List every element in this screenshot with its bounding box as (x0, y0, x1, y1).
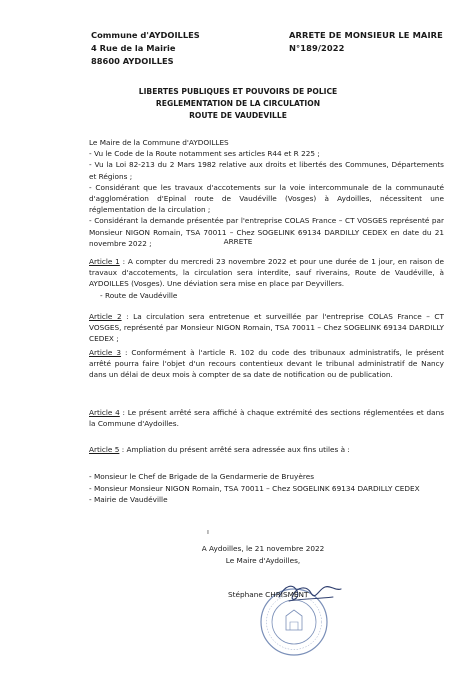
stray-mark: ı (207, 528, 209, 536)
arrete-number: N°189/2022 (289, 43, 345, 53)
arrete-reference (289, 29, 443, 55)
signatory-role: Le Maire d'Aydoilles, (225, 555, 301, 565)
commune-street: 4 Rue de la Mairie (91, 43, 176, 53)
recipients-list (89, 471, 444, 506)
preamble-vu-code: - Vu le Code de la Route notamment ses articles R44 et R 225 ; (89, 149, 320, 159)
article-4-label: Article 4 (89, 408, 120, 417)
article-5-text: : Ampliation du présent arrêté sera adressée aux fins utiles à : (119, 445, 350, 454)
signature-block (193, 543, 333, 566)
commune-address (91, 29, 200, 68)
document-title (0, 86, 476, 122)
preamble-considerant-demande: - Considérant la demande présentée par l'entreprise COLAS France – CT VOSGES représenté par Monsieur NIGON Romain, TSA 70011 – Chez SOGELINK 69134 DARDILLY CEDEX en date du 21 novembre 2022 ; (89, 216, 444, 248)
article-2 (89, 311, 444, 345)
preamble-vu-loi: - Vu la Loi 82-213 du 2 Mars 1982 relative aux droits et libertés des Communes, Départements et Régions ; (89, 160, 444, 181)
title-line-1: LIBERTES PUBLIQUES ET POUVOIRS DE POLICE (138, 87, 338, 96)
recipient-gendarmerie: - Monsieur le Chef de Brigade de la Gendarmerie de Bruyères (89, 472, 314, 481)
article-3-text: : Conformément à l'article R. 102 du code des tribunaux administratifs, le présent arrêté pourra faire l'objet d'un recours contentieux devant le tribunal administratif de Nancy dans un délai de deux mois à compter de sa date de notification ou de publication. (89, 348, 444, 380)
article-1-label: Article 1 (89, 257, 120, 266)
commune-name: Commune d'AYDOILLES (91, 30, 200, 40)
recipient-entreprise: - Monsieur Monsieur NIGON Romain, TSA 70011 – Chez SOGELINK 69134 DARDILLY CEDEX (89, 483, 420, 493)
article-1-text: : A compter du mercredi 23 novembre 2022 et pour une durée de 1 jour, en raison de travaux d'accotements, la circulation sera interdite, sauf riverains, Route de Vaudéville, à AYDOILLES (Vosges). Une déviation sera mise en place par Deyvillers. (89, 257, 444, 289)
article-5 (89, 444, 444, 455)
article-4 (89, 407, 444, 429)
article-3-label: Article 3 (89, 348, 122, 357)
article-2-text: : La circulation sera entretenue et surveillée par l'entreprise COLAS France – CT VOSGES, représenté par Monsieur NIGON Romain, TSA 70011 – Chez SOGELINK 69134 DARDILLY CEDEX ; (89, 312, 444, 344)
preamble (89, 137, 444, 249)
article-3 (89, 347, 444, 381)
preamble-mayor: Le Maire de la Commune d'AYDOILLES (89, 138, 229, 147)
article-1-bullet: - Route de Vaudéville (100, 291, 178, 300)
preamble-considerant-travaux: - Considérant que les travaux d'accotements sur la voie intercommunale de la communauté d'agglomération d'Epinal route de Vaudéville (Vosges) à Aydoilles, nécessitent une réglementation de la circulation ; (89, 182, 444, 215)
title-line-2: REGLEMENTATION DE LA CIRCULATION (155, 99, 321, 108)
article-2-label: Article 2 (89, 312, 122, 321)
arrete-type: ARRETE DE MONSIEUR LE MAIRE (289, 30, 443, 40)
title-line-3: ROUTE DE VAUDEVILLE (189, 111, 287, 120)
recipient-mairie: - Mairie de Vaudéville (89, 495, 168, 505)
article-4-text: : Le présent arrêté sera affiché à chaque extrémité des sections réglementées et dans la Commune d'Aydoilles. (89, 408, 445, 429)
commune-city: 88600 AYDOILLES (91, 56, 174, 66)
article-1 (89, 256, 444, 290)
signatory-name: Stéphane CHRISMENT (228, 590, 309, 599)
place-date: A Aydoilles, le 21 novembre 2022 (201, 544, 325, 553)
arrete-heading: ARRETE (223, 237, 253, 246)
article-5-label: Article 5 (89, 445, 120, 454)
